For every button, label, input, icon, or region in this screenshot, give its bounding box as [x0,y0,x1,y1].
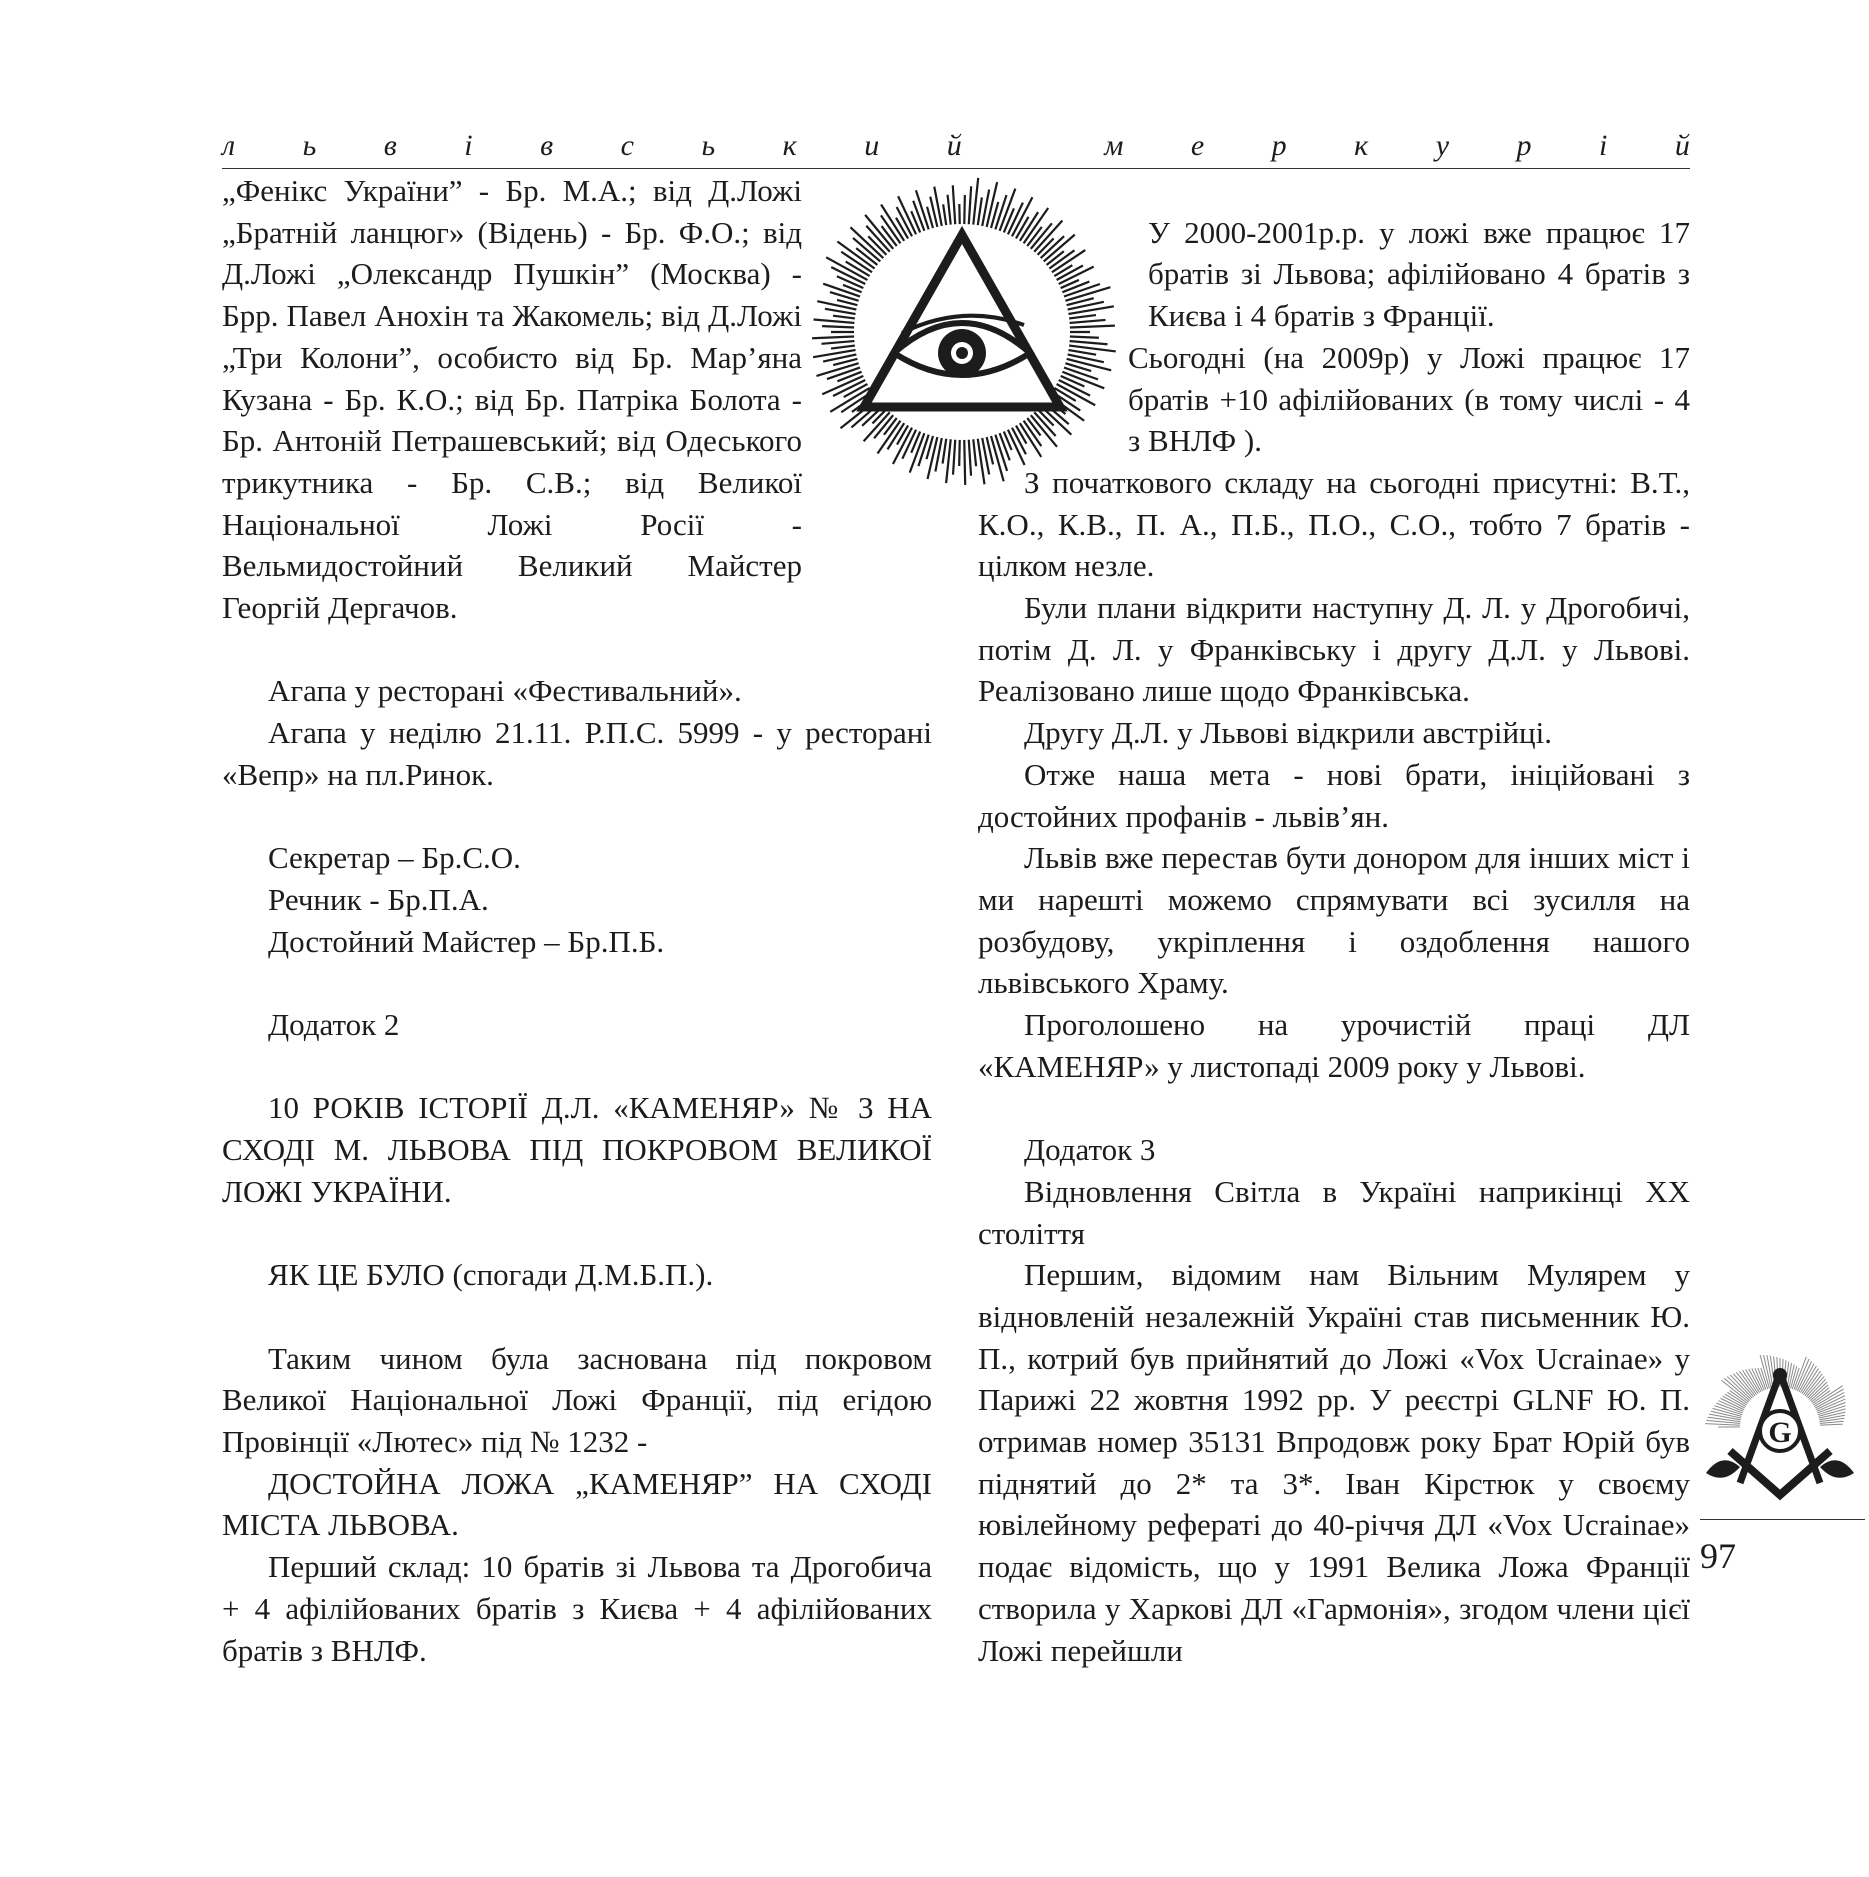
paragraph-proclaimed: Проголошено на урочистій праці ДЛ «КАМЕНЯР» у листопаді 2009 року у Львові. [978,1007,1690,1084]
paragraph-plans: Були плани відкрити наступну Д. Л. у Дрогобичі, потім Д. Л. у Франківську і другу Д.Л. у Львові. Реалізовано лише щодо Франківська. [978,590,1690,709]
header-letter: в [540,129,554,162]
header-letter: і [464,129,473,162]
header-letter: е [1190,129,1205,162]
header-letter: и [864,129,880,162]
header-letter: ь [701,129,716,162]
header-letter: у [1435,129,1450,162]
footer-rule [1700,1519,1865,1520]
paragraph-lviv: Львів вже перестав бути донором для інших міст і ми нарешті можемо спрямувати всі зусилля на розбудову, укріплення і оздоблення нашого львівського Храму. [978,840,1690,1001]
header-letter: с [620,129,634,162]
header-letter: і [1599,129,1608,162]
header-space [1029,126,1037,166]
header-letter: к [782,129,797,162]
header-letter: ь [302,129,317,162]
recollections-heading: ЯК ЦЕ БУЛО (спогади Д.М.Б.П.). [268,1257,714,1293]
header-letter: р [1271,129,1287,162]
header-letter: л [222,129,236,162]
appendix-3-title: Додаток 3 [1024,1132,1156,1168]
emblem-letter: G [1768,1416,1792,1449]
paragraph-first-mason: Першим, відомим нам Вільним Мулярем у відновленій незалежній Україні став письменник Ю. П., котрий був прийнятий до Ложі «Vox Ucrainae» у Парижі 22 жовтня 1992 рр. У реєстрі GLNF Ю. П. отримав номер 35131 Впродовж року Брат Юрій був піднятий до 2* та 3*. Іван Кірстюк у своєму ювілейному рефераті до 40-річчя ДЛ «Vox Ucrainae» подає відомість, що у 1991 Велика Ложа Франції створила у Харкові ДЛ «Гармонія», згодом члени цієї Ложі перейшли [978,1257,1690,1668]
header-letter: й [1674,129,1690,162]
left-column [222,170,932,1671]
paragraph-2000: У 2000-2001р.р. у ложі вже працює 17 братів зі Львова; афілійовано 4 братів з Києва і 4 братів з Франції. [1148,214,1690,334]
paragraph-goal: Отже наша мета - нові брати, ініційовані з достойних профанів - львів’ян. [978,756,1690,834]
square-and-compass-icon [1700,1355,1860,1515]
signature-speaker: Речник - Бр.П.А. [268,881,489,917]
paragraph-agape-1: Агапа у ресторані «Фестивальний». [268,673,742,709]
appendix-2-heading: 10 РОКІВ ІСТОРІЇ Д.Л. «КАМЕНЯР» № 3 НА СХОДІ М. ЛЬВОВА ПІД ПОКРОВОМ ВЕЛИКОЇ ЛОЖІ УКРАЇНИ. [222,1090,932,1209]
header-letter: р [1516,129,1532,162]
paragraph-founded: Таким чином була заснована під покровом Великої Національної Ложі Франції, під егідою Провінції «Лютес» під № 1232 - [222,1340,932,1459]
paragraph-delegations: „Фенікс України” - Бр. М.А.; від Д.Ложі „Братній ланцюг» (Відень) - Бр. Ф.О.; від Д.Ложі „Олександр Пушкін” (Москва) - Брр. Павел Анохін та Жакомель; від Д.Ложі „Три Колони”, особисто від Бр. Мар’яна Кузана - Бр. К.О.; від Бр. Патріка Болота - Бр. Антоній Петрашевський; від Одеського трикутника - Бр. С.В.; від Великої Національної Ложі Росії - Вельмидостойний Великий Майстер Георгій Дергачов. [222,173,802,626]
header-letter: м [1104,129,1124,162]
appendix-2-title: Додаток 2 [268,1007,400,1043]
page-number: 97 [1700,1536,1736,1576]
paragraph-initial-members: З початкового складу на сьогодні присутні: В.Т., К.О., К.В., П. А., П.Б., П.О., С.О., тобто 7 братів - цілком незле. [978,464,1690,584]
paragraph-2009: Сьогодні (на 2009р) у Ложі працює 17 братів +10 афілійованих (в тому числі - 4 з ВНЛФ ). [1128,339,1690,459]
running-header-letters [222,126,1690,166]
header-letter: в [383,129,397,162]
right-column [978,170,1690,1671]
appendix-3-heading: Відновлення Світла в Україні наприкінці ХХ століття [978,1173,1690,1251]
paragraph-first-members: Перший склад: 10 братів зі Львова та Дрогобича + 4 афілійованих братів з Києва + 4 афілійованих братів з ВНЛФ. [222,1549,932,1668]
paragraph-austrians: Другу Д.Л. у Львові відкрили австрійці. [1024,715,1552,751]
signature-secretary: Секретар – Бр.С.О. [268,840,521,876]
header-letter: к [1354,129,1369,162]
lodge-name: ДОСТОЙНА ЛОЖА „КАМЕНЯР” НА СХОДІ МІСТА ЛЬВОВА. [222,1465,932,1543]
signature-master: Достойний Майстер – Бр.П.Б. [268,923,665,959]
running-header [222,126,1690,169]
header-letter: й [946,129,962,162]
paragraph-agape-2: Агапа у неділю 21.11. Р.П.С. 5999 - у ресторані «Вепр» на пл.Ринок. [222,715,932,792]
